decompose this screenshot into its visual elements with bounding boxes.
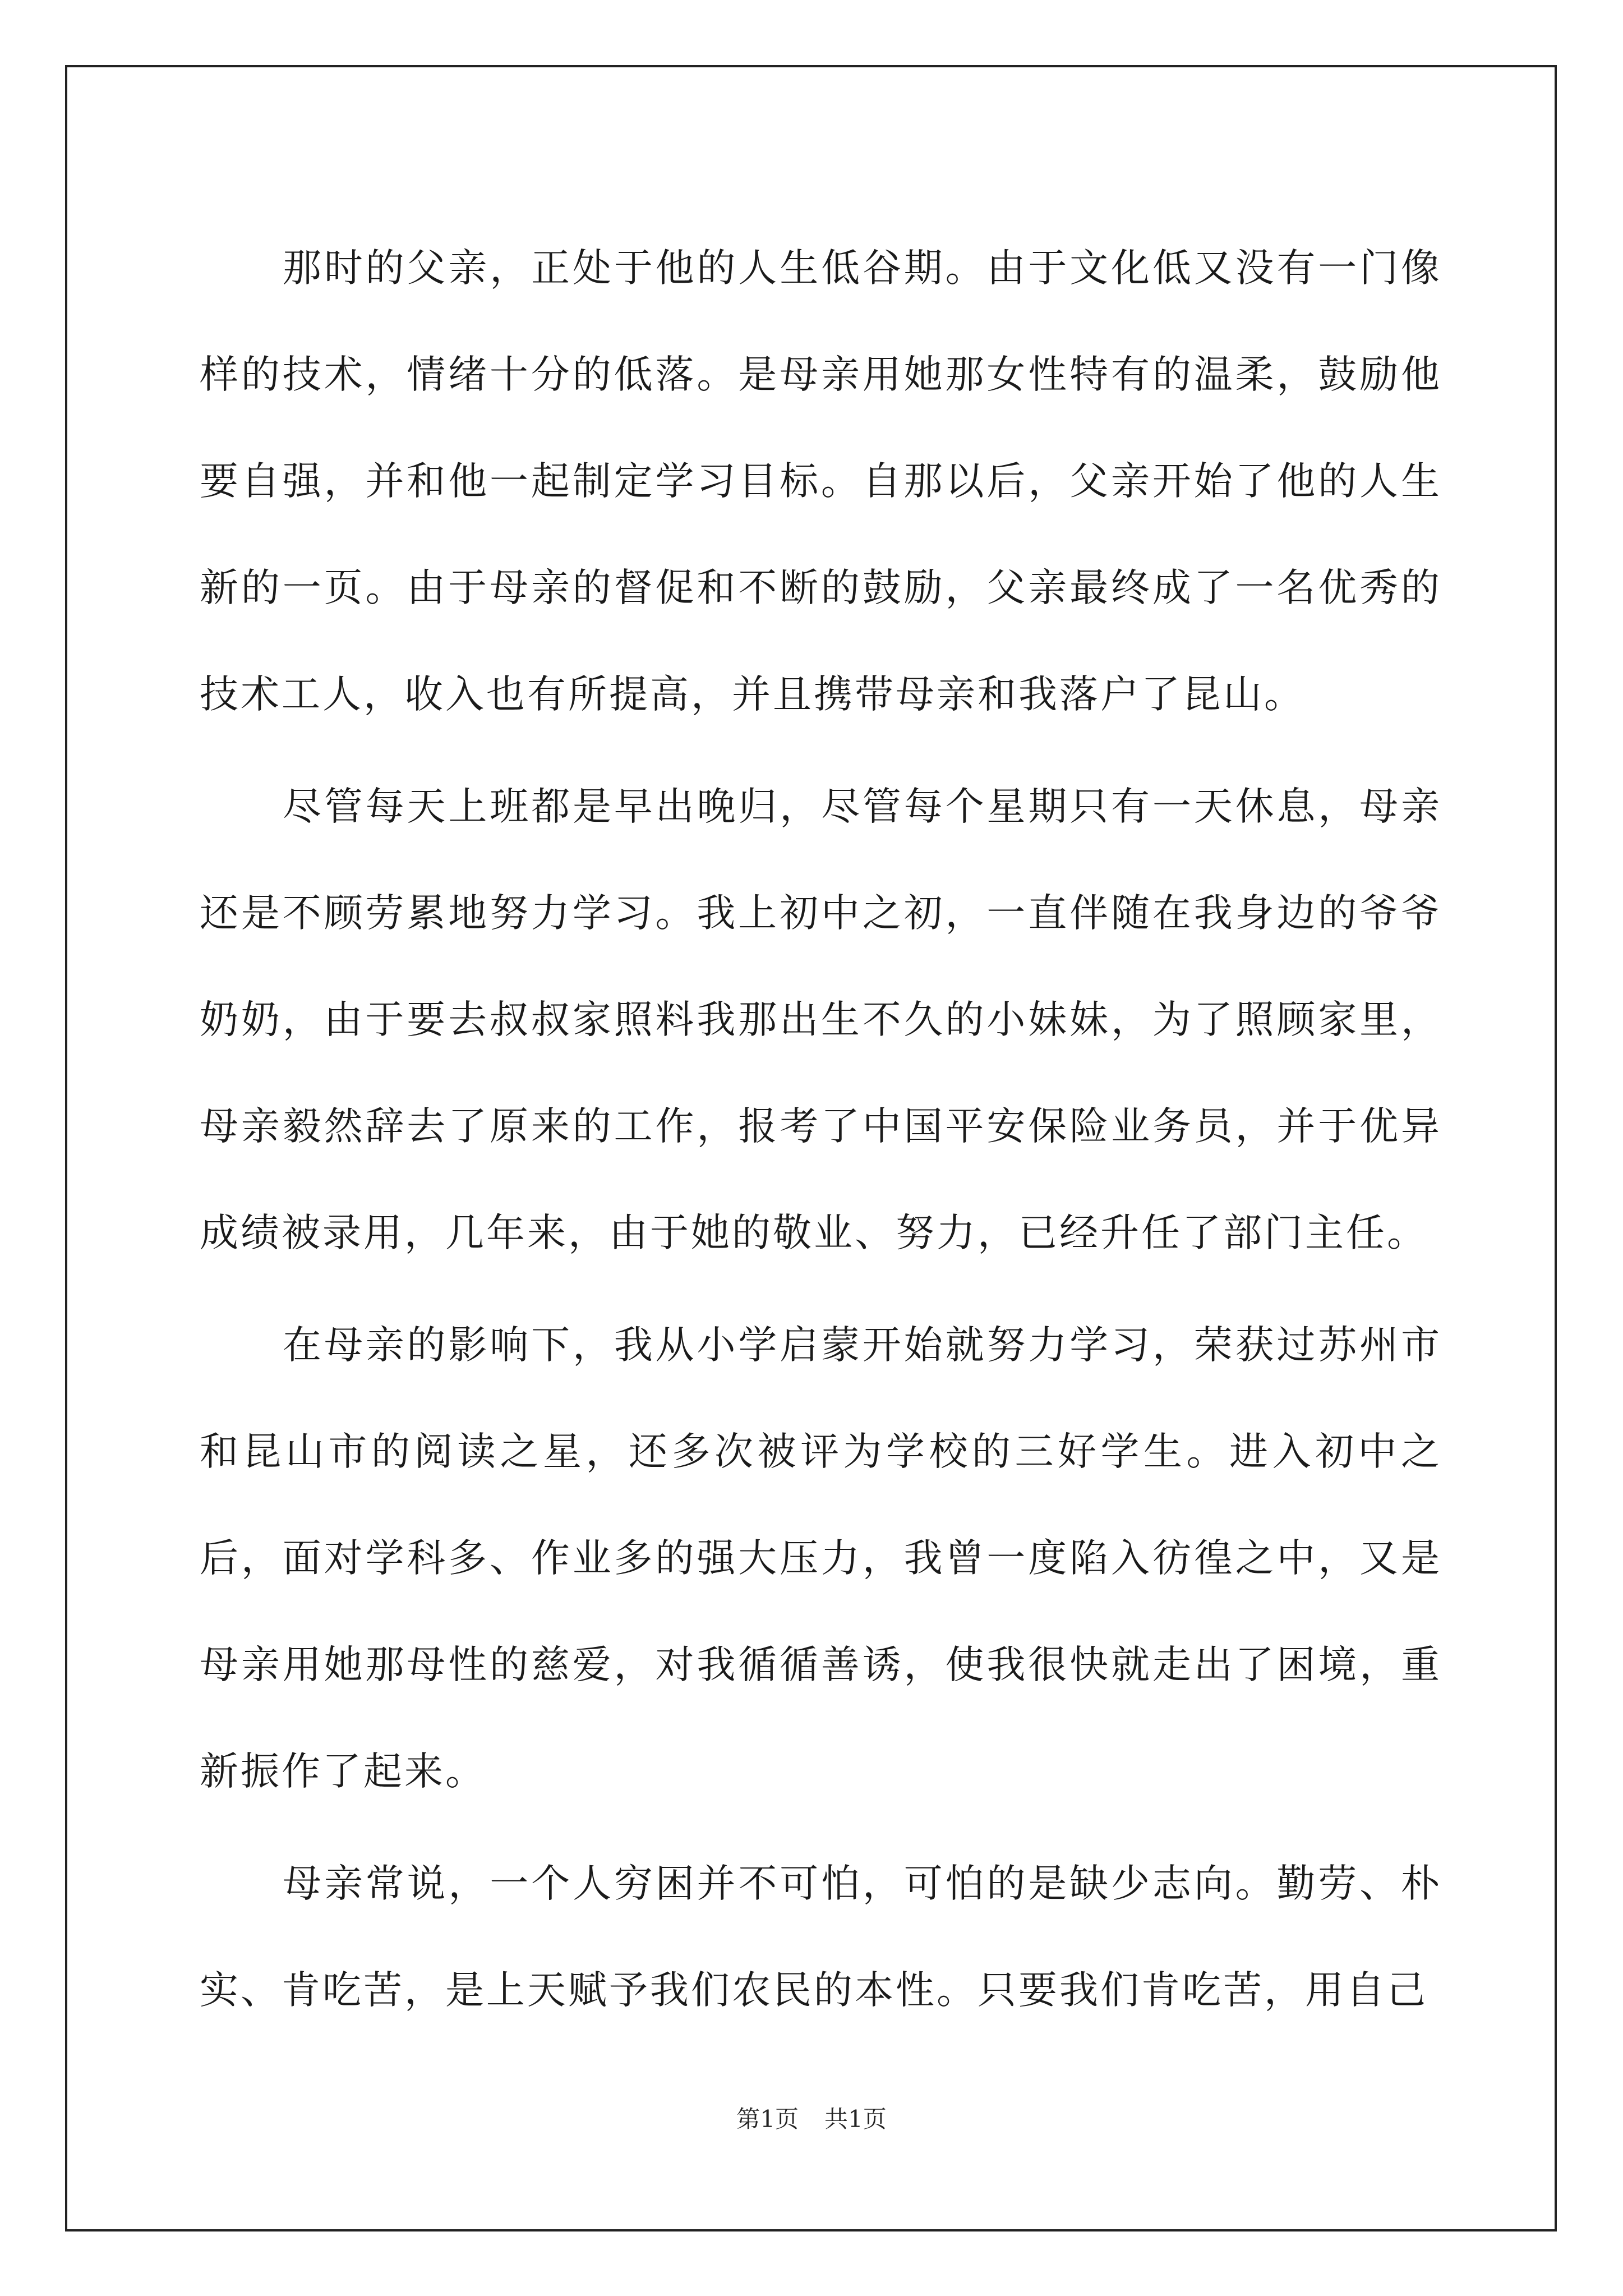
paragraph-4: 母亲常说，一个人穷困并不可怕，可怕的是缺少志向。勤劳、朴实、肯吃苦，是上天赋予我们农民的本性。只要我们肯吃苦，用自己 (200, 1861, 1442, 2013)
paragraph-3: 在母亲的影响下，我从小学启蒙开始就努力学习，荣获过苏州市和昆山市的阅读之星，还多次被评为学校的三好学生。进入初中之后，面对学科多、作业多的强大压力，我曾一度陷入彷徨之中，又是母亲用她那母性的慈爱，对我循循善诱，使我很快就走出了困境，重新振作了起来。 (200, 1323, 1442, 1794)
document-body (200, 215, 1442, 2049)
paragraph-2: 尽管每天上班都是早出晚归，尽管每个星期只有一天休息，母亲还是不顾劳累地努力学习。我上初中之初，一直伴随在我身边的爷爷奶奶，由于要去叔叔家照料我那出生不久的小妹妹，为了照顾家里，母亲毅然辞去了原来的工作，报考了中国平安保险业务员，并于优异成绩被录用，几年来，由于她的敬业、努力，已经升任了部门主任。 (200, 784, 1442, 1255)
page-number-total: 共1页 (824, 2105, 887, 2133)
page-number-current: 第1页 (736, 2105, 799, 2133)
paragraph-1: 那时的父亲，正处于他的人生低谷期。由于文化低又没有一门像样的技术，情绪十分的低落。是母亲用她那女性特有的温柔，鼓励他要自强，并和他一起制定学习目标。自那以后，父亲开始了他的人生新的一页。由于母亲的督促和不断的鼓励，父亲最终成了一名优秀的技术工人，收入也有所提高，并且携带母亲和我落户了昆山。 (200, 246, 1442, 717)
page-footer (0, 2102, 1623, 2136)
